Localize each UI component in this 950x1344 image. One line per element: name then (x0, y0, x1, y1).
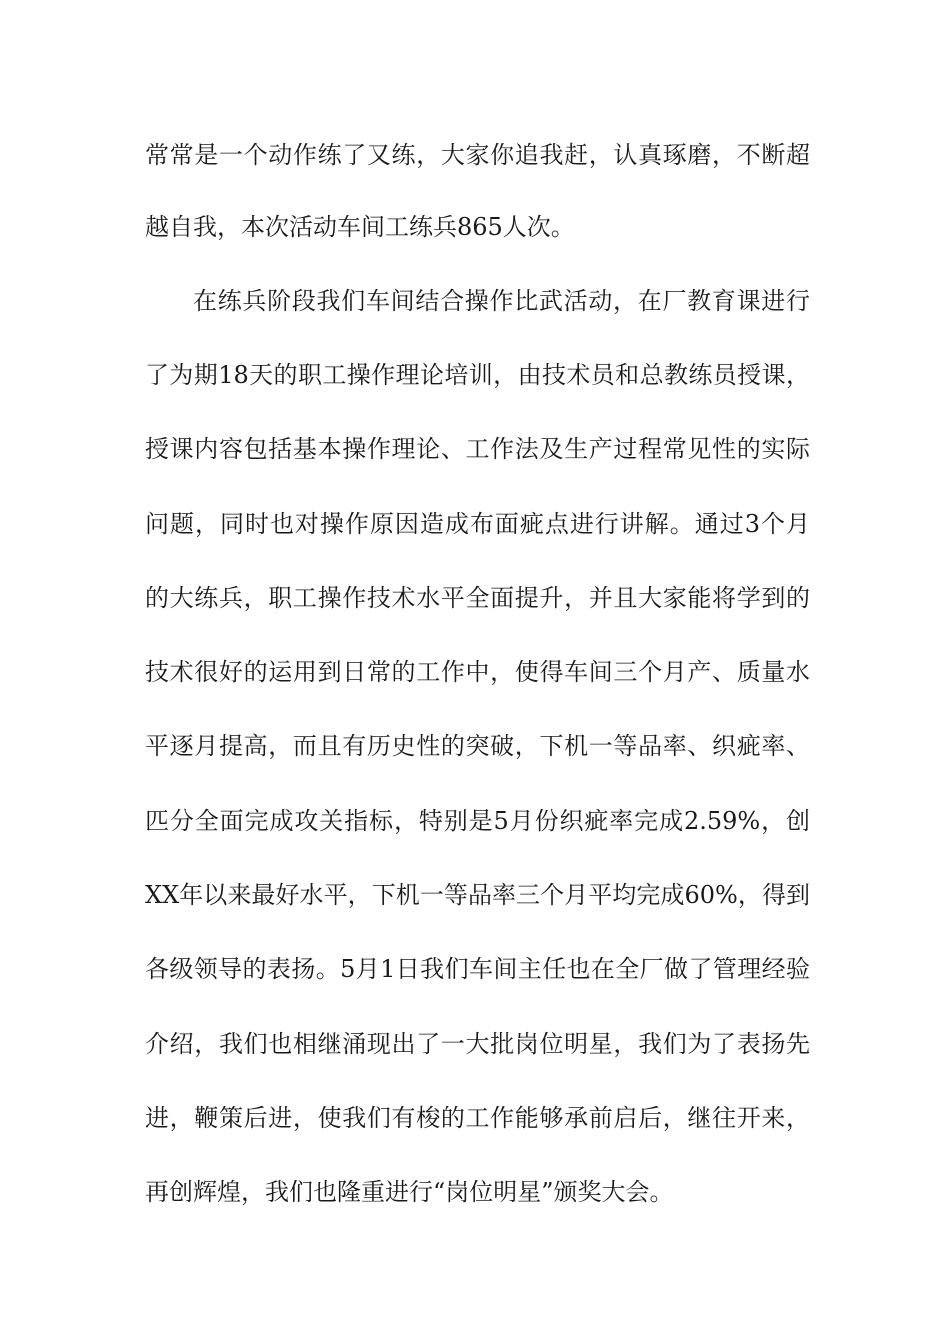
paragraph-1-line-2: 越自我，本次活动车间工练兵865人次。 (145, 213, 575, 241)
paragraph-2-line-7: 平逐月提高，而且有历史性的突破，下机一等品率、织疵率、 (145, 732, 810, 760)
paragraph-2-line-2: 了为期18天的职工操作理论培训，由技术员和总教练员授课， (145, 361, 810, 389)
paragraph-2-line-6: 技术很好的运用到日常的工作中，使得车间三个月产、质量水 (145, 658, 810, 686)
paragraph-2-line-3: 授课内容包括基本操作理论、工作法及生产过程常见性的实际 (145, 435, 810, 463)
paragraph-2-line-9: XX年以来最好水平，下机一等品率三个月平均完成60%，得到 (145, 881, 810, 909)
paragraph-1-line-1: 常常是一个动作练了又练，大家你追我赶，认真琢磨，不断超 (145, 141, 810, 169)
paragraph-2-line-4: 问题，同时也对操作原因造成布面疵点进行讲解。通过3个月 (145, 510, 810, 538)
paragraph-2-line-10: 各级领导的表扬。5月1日我们车间主任也在全厂做了管理经验 (145, 955, 810, 983)
paragraph-2-line-13: 再创辉煌，我们也隆重进行“岗位明星”颁奖大会。 (145, 1178, 674, 1206)
paragraph-2-line-1: 在练兵阶段我们车间结合操作比武活动，在厂教育课进行 (193, 287, 810, 315)
paragraph-2-line-11: 介绍，我们也相继涌现出了一大批岗位明星，我们为了表扬先 (145, 1030, 810, 1058)
paragraph-2-line-5: 的大练兵，职工操作技术水平全面提升，并且大家能将学到的 (145, 584, 810, 612)
paragraph-2-line-8: 匹分全面完成攻关指标，特别是5月份织疵率完成2.59%，创 (145, 807, 810, 835)
paragraph-2-line-12: 进，鞭策后进，使我们有梭的工作能够承前启后，继往开来， (145, 1104, 810, 1132)
